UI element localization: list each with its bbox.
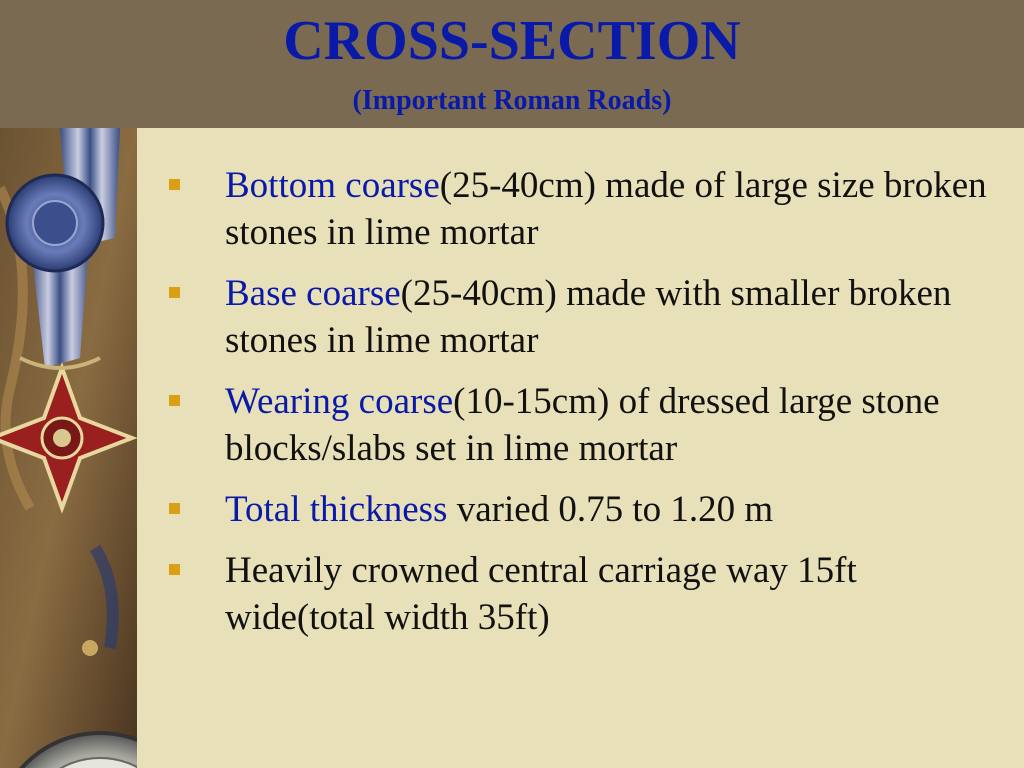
list-item [167,162,997,256]
bullet-text: (25-40cm) made of large size broken stones in lime mortar [225,165,987,253]
bullet-square-icon [169,287,180,298]
bullet-term: Base coarse [225,273,401,314]
bullet-text: (25-40cm) made with smaller broken stones in lime mortar [225,273,952,361]
list-item [167,378,997,472]
bullet-text: Heavily crowned central carriage way 15ft wide(total width 35ft) [225,550,857,638]
bullet-term: Bottom coarse [225,165,440,206]
bullet-text: varied 0.75 to 1.20 m [447,489,774,530]
slide-title: CROSS-SECTION [283,10,741,72]
list-item [167,547,997,641]
list-item [167,486,997,533]
bullet-square-icon [169,179,180,190]
bullet-term: Wearing coarse [225,381,454,422]
bullet-square-icon [169,503,180,514]
slide-subtitle: (Important Roman Roads) [352,85,672,116]
bullet-square-icon [169,564,180,575]
bullet-list [167,162,997,655]
bullet-text: (10-15cm) of dressed large stone blocks/slabs set in lime mortar [225,381,940,469]
bullet-square-icon [169,395,180,406]
slide-header [0,0,1024,128]
list-item [167,270,997,364]
slide-content [137,128,1024,768]
medal-ribbon-decoration [0,128,137,768]
decorative-medal-image [0,128,137,768]
bullet-term: Total thickness [225,489,448,530]
